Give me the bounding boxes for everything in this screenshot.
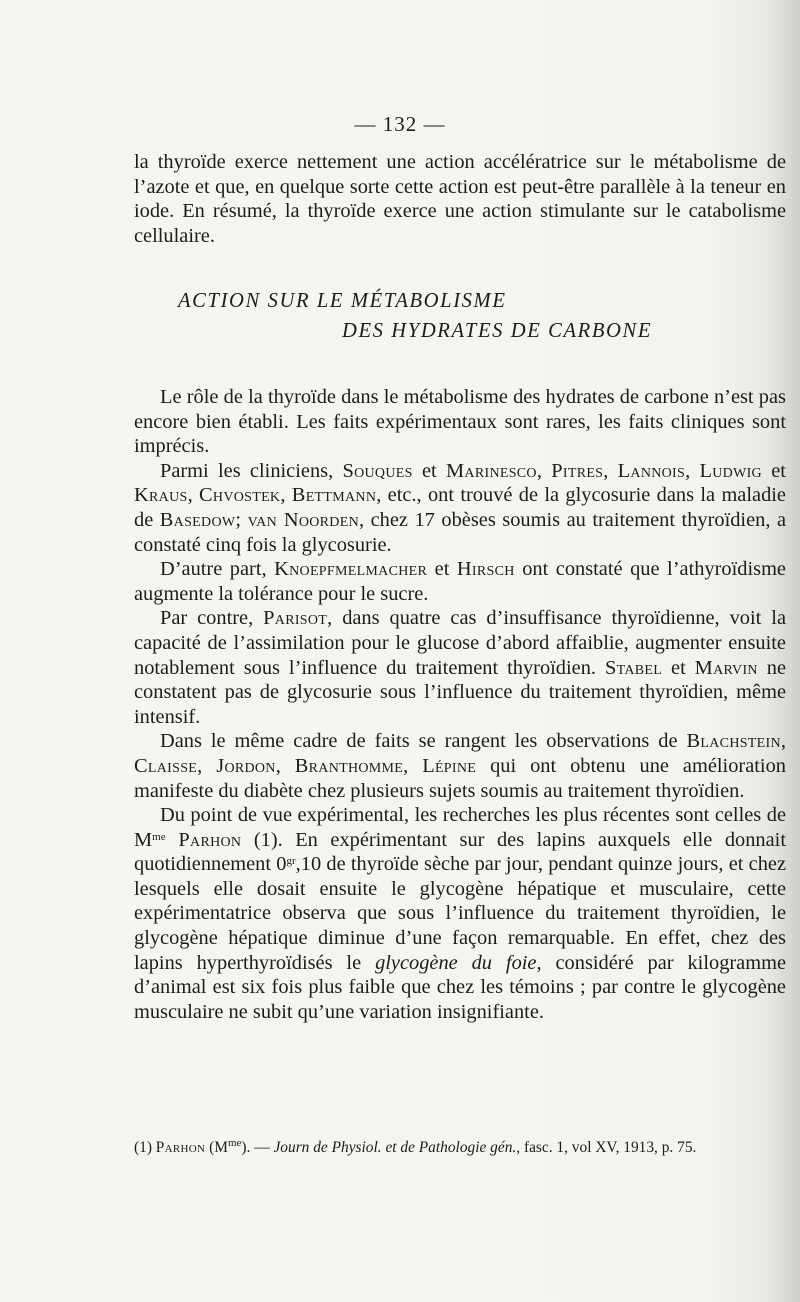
author-name: Parhon	[165, 828, 242, 851]
text-run: Du point de vue expérimental, les recherches les plus récentes sont celles de M	[134, 804, 786, 851]
superscript: gr	[286, 855, 296, 868]
author-name: Souques	[342, 459, 413, 482]
author-name: Chvostek	[199, 484, 281, 507]
intro-paragraph	[134, 150, 786, 248]
text-run: (M	[205, 1139, 228, 1156]
author-name: Parisot	[263, 607, 328, 630]
author-name: Parhon	[155, 1139, 206, 1156]
text-run: , etc., ont trouvé de la glycosurie dans la maladie de	[134, 484, 786, 531]
text-run: ,	[197, 754, 217, 777]
text-run: ,	[536, 459, 552, 482]
text-run: Par contre,	[160, 607, 264, 630]
text-run: ;	[235, 508, 248, 531]
author-name: Lannois	[617, 459, 686, 482]
superscript: me	[227, 1137, 242, 1149]
text-run: ,	[280, 484, 292, 507]
paragraph-1: Le rôle de la thyroïde dans le métabolisme des hydrates de carbone n’est pas encore bien établi. Les faits expérimentaux sont rares, les faits cliniques sont imprécis.	[134, 386, 786, 458]
author-name: Stabel	[604, 656, 663, 679]
author-name: Claisse	[134, 754, 198, 777]
author-name: Pitres	[551, 459, 604, 482]
author-name: Ludwig	[699, 459, 762, 482]
text-run: ,	[603, 459, 618, 482]
text-run: qui ont obtenu une amélioration manifeste du diabète chez plusieurs sujets soumis au traitement thyroïdien.	[134, 754, 786, 802]
text-run: (1)	[134, 1139, 156, 1156]
page-number: — 132 —	[354, 112, 446, 136]
section-heading-line-1: ACTION SUR LE MÉTABOLISME	[178, 290, 507, 312]
text-run: et	[412, 459, 446, 482]
author-name: Knoepfmelmacher	[274, 558, 428, 581]
text-run: (1). En expérimentant sur des lapins auxquels elle donnait quotidiennement 0	[134, 828, 786, 876]
text-run: et	[427, 558, 457, 581]
author-name: Bettmann	[291, 484, 377, 507]
text-run: Dans le même cadre de faits se rangent les observations de	[160, 730, 687, 753]
paragraph-6	[134, 803, 786, 1024]
text-run: ,	[685, 459, 700, 482]
author-name: Blachstein	[686, 730, 781, 753]
intro-text: la thyroïde exerce nettement une action accélératrice sur le métabolisme de l’azote et que, en quelque sorte cette action est peut-être parallèle à la teneur en iode. En résumé, la thyroïde exerce une action stimulante sur le catabolisme cellulaire.	[134, 151, 786, 247]
journal-title: Journ de Physiol. et de Pathologie gén.	[273, 1139, 517, 1156]
text-run: ne constatent pas de glycosurie sous l’influence du traitement thyroïdien, même intensif.	[134, 656, 786, 728]
text-run: ). —	[241, 1139, 274, 1156]
text-run: et	[761, 459, 786, 482]
text-run: , chez 17 obèses soumis au traitement thyroïdien, a constaté cinq fois la glycosurie.	[134, 508, 787, 556]
paragraph-4	[134, 606, 786, 729]
footnote	[134, 1137, 774, 1158]
italic-term: glycogène du foie	[375, 951, 537, 974]
text-run: et	[662, 656, 695, 679]
section-heading-line-2: DES HYDRATES DE CARBONE	[342, 320, 653, 342]
author-name: Hirsch	[456, 558, 515, 581]
text-run: , considéré par kilogramme d’animal est six fois plus faible que chez les témoins ; par contre le glycogène musculaire ne subit qu’une variation insignifiante.	[134, 951, 787, 1023]
author-name: Basedow	[159, 508, 236, 531]
paragraph-2	[134, 459, 786, 557]
superscript: me	[152, 830, 166, 843]
paragraph-3	[134, 557, 786, 606]
text-run: , fasc. 1, vol XV, 1913, p. 75.	[516, 1139, 697, 1156]
paragraph-5	[134, 729, 786, 803]
text-run: ,10 de thyroïde sèche par jour, pendant quinze jours, et chez lesquels elle dosait ensuite le glycogène hépatique et musculaire, cette expérimentatrice observa que sous l’influence du traitement thyroïdien, le glycogène hépatique diminue d’une façon remarquable. En effet, chez des lapins hyperthyroïdisés le	[134, 853, 786, 974]
author-name: Marinesco	[446, 459, 537, 482]
section-body	[134, 385, 786, 1024]
text-run: ,	[780, 730, 786, 753]
text-run: ,	[187, 484, 200, 507]
text-run: , dans quatre cas d’insuffisance thyroïdienne, voit la capacité de l’assimilation pour le glucose d’abord affaiblie, augmenter ensuite notablement sous l’influence du traitement thyroïdien.	[134, 607, 786, 679]
author-name: Branthomme	[294, 754, 404, 777]
author-name: van Noorden	[247, 508, 359, 531]
author-name: Marvin	[694, 656, 758, 679]
author-name: Lépine	[422, 754, 477, 777]
text-run: ont constaté que l’athyroïdisme augmente la tolérance pour le sucre.	[134, 558, 786, 605]
author-name: Kraus	[134, 484, 188, 507]
text-run: Parmi les cliniciens,	[160, 459, 343, 482]
text-run: D’autre part,	[160, 558, 275, 581]
text-run: ,	[275, 754, 295, 777]
author-name: Jordon	[216, 754, 276, 777]
text-run: ,	[403, 754, 423, 777]
